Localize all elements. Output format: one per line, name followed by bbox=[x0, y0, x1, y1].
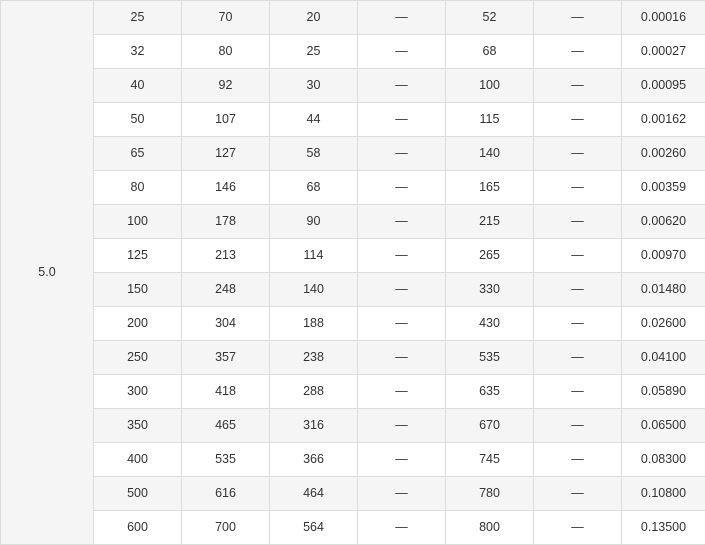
table-cell: 700 bbox=[182, 511, 270, 545]
table-cell: 0.00016 bbox=[622, 1, 705, 35]
table-cell: 464 bbox=[270, 477, 358, 511]
table-row bbox=[1, 1, 705, 35]
table-cell: — bbox=[534, 137, 622, 171]
table-cell: 70 bbox=[182, 1, 270, 35]
table-cell: 0.00162 bbox=[622, 103, 705, 137]
table-cell: 670 bbox=[446, 409, 534, 443]
group-label-cell: 5.0 bbox=[1, 1, 94, 545]
table-cell: — bbox=[358, 307, 446, 341]
table-cell: 30 bbox=[270, 69, 358, 103]
table-cell: 200 bbox=[94, 307, 182, 341]
table-cell: 68 bbox=[446, 35, 534, 69]
table-cell: — bbox=[358, 511, 446, 545]
table-cell: — bbox=[358, 69, 446, 103]
table-cell: 80 bbox=[182, 35, 270, 69]
table-cell: 146 bbox=[182, 171, 270, 205]
table-cell: — bbox=[534, 477, 622, 511]
table-cell: 140 bbox=[446, 137, 534, 171]
table-cell: 68 bbox=[270, 171, 358, 205]
table-cell: 0.04100 bbox=[622, 341, 705, 375]
table-row bbox=[1, 307, 705, 341]
table-cell: 150 bbox=[94, 273, 182, 307]
table-cell: — bbox=[534, 443, 622, 477]
table-cell: 238 bbox=[270, 341, 358, 375]
table-cell: 248 bbox=[182, 273, 270, 307]
table-row bbox=[1, 273, 705, 307]
table-cell: 127 bbox=[182, 137, 270, 171]
table-row bbox=[1, 341, 705, 375]
table-cell: 300 bbox=[94, 375, 182, 409]
table-cell: 80 bbox=[94, 171, 182, 205]
table-cell: — bbox=[358, 35, 446, 69]
table-cell: 115 bbox=[446, 103, 534, 137]
table-cell: — bbox=[358, 171, 446, 205]
table-cell: 20 bbox=[270, 1, 358, 35]
table-cell: 366 bbox=[270, 443, 358, 477]
table-cell: 288 bbox=[270, 375, 358, 409]
table-cell: 165 bbox=[446, 171, 534, 205]
table-cell: 58 bbox=[270, 137, 358, 171]
table-cell: 780 bbox=[446, 477, 534, 511]
table-cell: 0.00359 bbox=[622, 171, 705, 205]
table-cell: 0.01480 bbox=[622, 273, 705, 307]
table-cell: — bbox=[358, 273, 446, 307]
table-cell: 0.00620 bbox=[622, 205, 705, 239]
table-cell: 178 bbox=[182, 205, 270, 239]
table-cell: — bbox=[358, 1, 446, 35]
table-body bbox=[1, 1, 705, 545]
table-cell: 265 bbox=[446, 239, 534, 273]
table-cell: 25 bbox=[270, 35, 358, 69]
table-row bbox=[1, 409, 705, 443]
table-cell: 357 bbox=[182, 341, 270, 375]
table-cell: 0.00027 bbox=[622, 35, 705, 69]
table-cell: 350 bbox=[94, 409, 182, 443]
table-row bbox=[1, 137, 705, 171]
table-cell: 100 bbox=[446, 69, 534, 103]
table-cell: 0.10800 bbox=[622, 477, 705, 511]
table-cell: 0.00260 bbox=[622, 137, 705, 171]
table-cell: 107 bbox=[182, 103, 270, 137]
table-cell: 40 bbox=[94, 69, 182, 103]
table-cell: — bbox=[358, 341, 446, 375]
table-cell: 65 bbox=[94, 137, 182, 171]
table-row bbox=[1, 171, 705, 205]
table-cell: — bbox=[534, 239, 622, 273]
table-cell: 535 bbox=[182, 443, 270, 477]
table-cell: 0.02600 bbox=[622, 307, 705, 341]
table-cell: 316 bbox=[270, 409, 358, 443]
table-cell: 465 bbox=[182, 409, 270, 443]
table-cell: — bbox=[534, 341, 622, 375]
table-cell: 44 bbox=[270, 103, 358, 137]
table-cell: 213 bbox=[182, 239, 270, 273]
table-cell: 535 bbox=[446, 341, 534, 375]
table-cell: 0.13500 bbox=[622, 511, 705, 545]
table-cell: 635 bbox=[446, 375, 534, 409]
table-cell: 92 bbox=[182, 69, 270, 103]
table-cell: 745 bbox=[446, 443, 534, 477]
table-cell: — bbox=[358, 477, 446, 511]
table-cell: 564 bbox=[270, 511, 358, 545]
table-cell: 114 bbox=[270, 239, 358, 273]
table-cell: 188 bbox=[270, 307, 358, 341]
table-cell: — bbox=[358, 103, 446, 137]
table-cell: — bbox=[534, 35, 622, 69]
table-cell: 32 bbox=[94, 35, 182, 69]
table-cell: — bbox=[358, 409, 446, 443]
table-row bbox=[1, 477, 705, 511]
table-cell: — bbox=[358, 443, 446, 477]
table-cell: 0.00095 bbox=[622, 69, 705, 103]
table-cell: 0.00970 bbox=[622, 239, 705, 273]
table-cell: 500 bbox=[94, 477, 182, 511]
table-cell: 800 bbox=[446, 511, 534, 545]
table-cell: — bbox=[358, 375, 446, 409]
table-cell: 140 bbox=[270, 273, 358, 307]
table-row bbox=[1, 443, 705, 477]
table-cell: — bbox=[534, 375, 622, 409]
table-cell: — bbox=[358, 205, 446, 239]
table-cell: — bbox=[534, 1, 622, 35]
table-cell: — bbox=[534, 171, 622, 205]
table-cell: 418 bbox=[182, 375, 270, 409]
table-cell: 430 bbox=[446, 307, 534, 341]
table-cell: — bbox=[534, 307, 622, 341]
table-cell: 600 bbox=[94, 511, 182, 545]
table-cell: 0.05890 bbox=[622, 375, 705, 409]
table-cell: — bbox=[534, 69, 622, 103]
table-cell: 125 bbox=[94, 239, 182, 273]
table-cell: 0.08300 bbox=[622, 443, 705, 477]
table-cell: 616 bbox=[182, 477, 270, 511]
table-cell: 400 bbox=[94, 443, 182, 477]
table-row bbox=[1, 35, 705, 69]
table-cell: — bbox=[534, 205, 622, 239]
table-cell: 0.06500 bbox=[622, 409, 705, 443]
table-cell: 25 bbox=[94, 1, 182, 35]
table-cell: — bbox=[534, 273, 622, 307]
table-cell: 304 bbox=[182, 307, 270, 341]
table-row bbox=[1, 239, 705, 273]
table-row bbox=[1, 375, 705, 409]
table-cell: 90 bbox=[270, 205, 358, 239]
table-row bbox=[1, 103, 705, 137]
table-cell: 250 bbox=[94, 341, 182, 375]
table-cell: — bbox=[534, 409, 622, 443]
table-cell: 50 bbox=[94, 103, 182, 137]
table-cell: — bbox=[534, 511, 622, 545]
table-row bbox=[1, 205, 705, 239]
table-row bbox=[1, 69, 705, 103]
table-cell: — bbox=[358, 137, 446, 171]
table-cell: 100 bbox=[94, 205, 182, 239]
table-cell: 52 bbox=[446, 1, 534, 35]
table-cell: 330 bbox=[446, 273, 534, 307]
table-cell: — bbox=[534, 103, 622, 137]
table-cell: — bbox=[358, 239, 446, 273]
table-cell: 215 bbox=[446, 205, 534, 239]
